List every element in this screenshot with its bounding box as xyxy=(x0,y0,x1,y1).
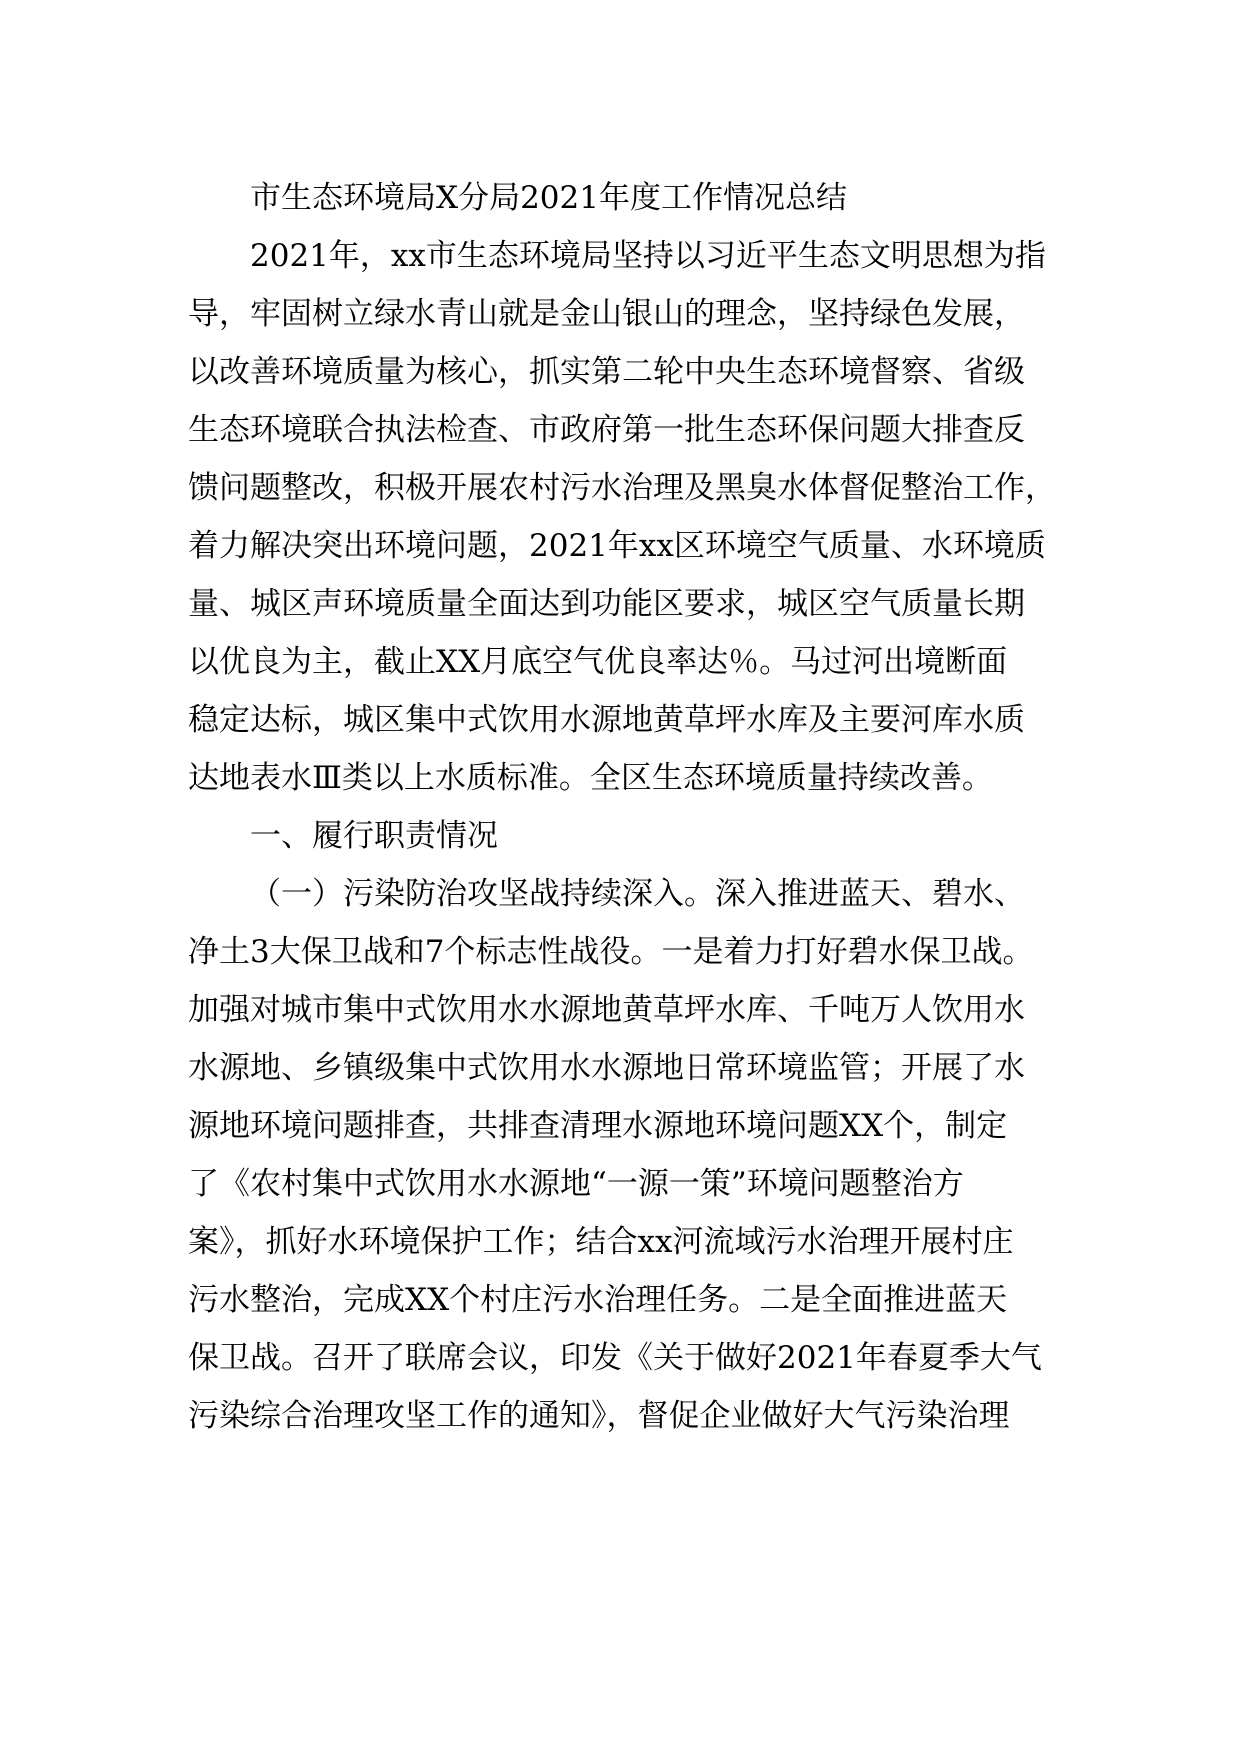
document-title: 市生态环境局X分局2021年度工作情况总结 xyxy=(250,180,847,216)
intro-line: 以优良为主，截止XX月底空气优良率达％。马过河出境断面 xyxy=(188,644,1008,680)
intro-line: 稳定达标，城区集中式饮用水源地黄草坪水库及主要河库水质 xyxy=(188,702,1025,738)
section-line: 保卫战。召开了联席会议，印发《关于做好2021年春夏季大气 xyxy=(188,1340,1042,1376)
intro-line: 馈问题整改，积极开展农村污水治理及黑臭水体督促整治工作， xyxy=(188,470,1056,506)
section-heading: 一、履行职责情况 xyxy=(250,818,498,854)
section-line: （一）污染防治攻坚战持续深入。深入推进蓝天、碧水、 xyxy=(250,876,1025,912)
section-line: 案》，抓好水环境保护工作；结合xx河流域污水治理开展村庄 xyxy=(188,1224,1014,1260)
intro-line: 2021年，xx市生态环境局坚持以习近平生态文明思想为指 xyxy=(250,238,1046,274)
section-line: 源地环境问题排查，共排查清理水源地环境问题XX个，制定 xyxy=(188,1108,1008,1144)
intro-line: 以改善环境质量为核心，抓实第二轮中央生态环境督察、省级 xyxy=(188,354,1025,390)
section-line: 了《农村集中式饮用水水源地“一源一策”环境问题整治方 xyxy=(188,1166,964,1202)
intro-line: 导，牢固树立绿水青山就是金山银山的理念，坚持绿色发展， xyxy=(188,296,1025,332)
section-line: 净土3大保卫战和7个标志性战役。一是着力打好碧水保卫战。 xyxy=(188,934,1034,970)
section-line: 水源地、乡镇级集中式饮用水水源地日常环境监管；开展了水 xyxy=(188,1050,1025,1086)
section-line: 污水整治，完成XX个村庄污水治理任务。二是全面推进蓝天 xyxy=(188,1282,1008,1318)
intro-line: 达地表水Ⅲ类以上水质标准。全区生态环境质量持续改善。 xyxy=(188,760,993,796)
section-line: 污染综合治理攻坚工作的通知》，督促企业做好大气污染治理 xyxy=(188,1398,1010,1434)
intro-line: 生态环境联合执法检查、市政府第一批生态环保问题大排查反 xyxy=(188,412,1025,448)
section-line: 加强对城市集中式饮用水水源地黄草坪水库、千吨万人饮用水 xyxy=(188,992,1025,1028)
intro-line: 着力解决突出环境问题，2021年xx区环境空气质量、水环境质 xyxy=(188,528,1046,564)
intro-line: 量、城区声环境质量全面达到功能区要求，城区空气质量长期 xyxy=(188,586,1025,622)
